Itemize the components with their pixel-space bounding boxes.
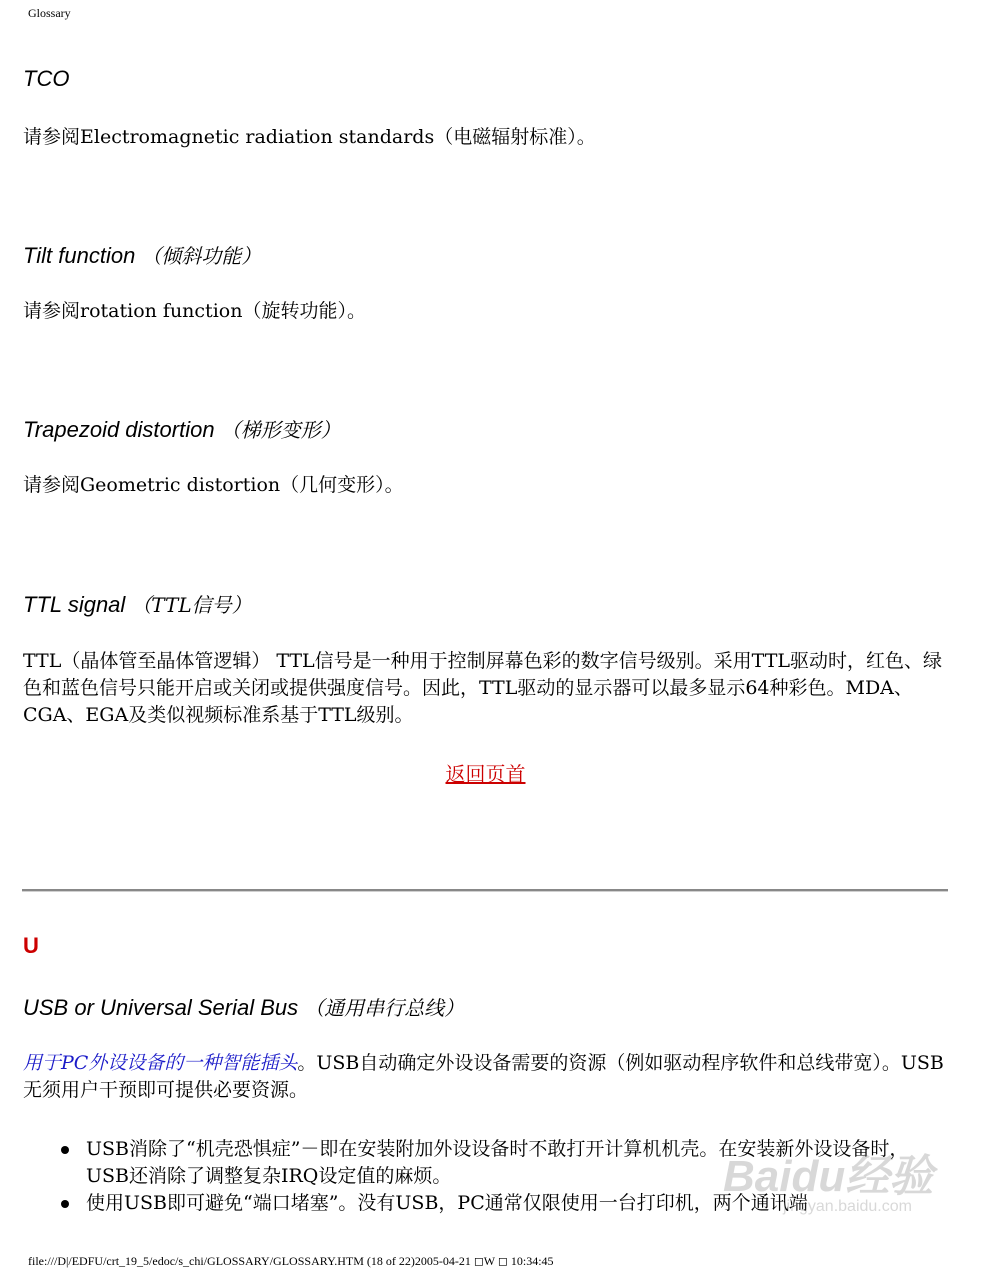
watermark-subtext: jingyan.baidu.com [783,1198,912,1215]
term-ttl-signal [23,589,252,618]
term-title: Trapezoid distortion [23,417,215,442]
bullet-icon [61,1146,69,1154]
term-title-cn: （倾斜功能） [141,244,262,268]
term-usb-description [23,1050,948,1104]
term-trapezoid-distortion-description: 请参阅Geometric distortion（几何变形）。 [23,474,404,496]
list-item-text: 使用USB即可避免“端口堵塞”。没有USB，PC通常仅限使用一台打印机，两个通讯端 [86,1192,808,1214]
term-title: Tilt function [23,243,136,268]
term-ttl-signal-description: TTL（晶体管至晶体管逻辑） TTL信号是一种用于控制屏幕色彩的数字信号级别。采用TTL驱动时，红色、绿色和蓝色信号只能开启或关闭或提供强度信号。因此，TTL驱动的显示器可以最多显示64种彩色。MDA、CGA、EGA及类似视频标准系基于TTL级别。 [23,650,942,726]
term-title-cn: （TTL信号） [131,593,252,617]
usb-definition-link[interactable]: 用于PC外设设备的一种智能插头 [23,1052,298,1074]
term-title: TTL signal [23,592,126,617]
bullet-icon [61,1200,69,1208]
term-tco-description: 请参阅Electromagnetic radiation standards（电磁辐射标准）。 [23,126,596,148]
page-header: Glossary [28,6,71,20]
back-to-top-link[interactable]: 返回页首 [445,762,526,786]
watermark-logo [723,1140,973,1230]
term-tco [23,66,69,92]
term-tilt-function [23,240,261,269]
watermark-text: Baidu经验 [723,1152,934,1201]
term-tilt-function-description: 请参阅rotation function（旋转功能）。 [23,300,366,322]
usb-description-text: 。USB自动确定外设设备需要的资源（例如驱动程序软件和总线带宽）。USB无须用户干预即可提供必要资源。 [23,1052,944,1101]
term-usb [23,992,464,1021]
term-title-cn: （梯形变形） [220,418,341,442]
term-title: USB or Universal Serial Bus [23,995,299,1020]
section-letter-u: U [23,933,39,958]
page-footer: file:///D|/EDFU/crt_19_5/edoc/s_chi/GLOSSARY/GLOSSARY.HTM (18 of 22)2005-04-21 ◻W ◻ 10:34:45 [28,1254,554,1268]
list-item-text: USB消除了“机壳恐惧症”－即在安装附加外设设备时不敢打开计算机机壳。在安装新外设设备时，USB还消除了调整复杂IRQ设定值的麻烦。 [86,1138,909,1187]
term-title: TCO [23,66,70,91]
section-divider [22,889,948,892]
term-trapezoid-distortion [23,414,341,443]
term-title-cn: （通用串行总线） [304,996,465,1020]
